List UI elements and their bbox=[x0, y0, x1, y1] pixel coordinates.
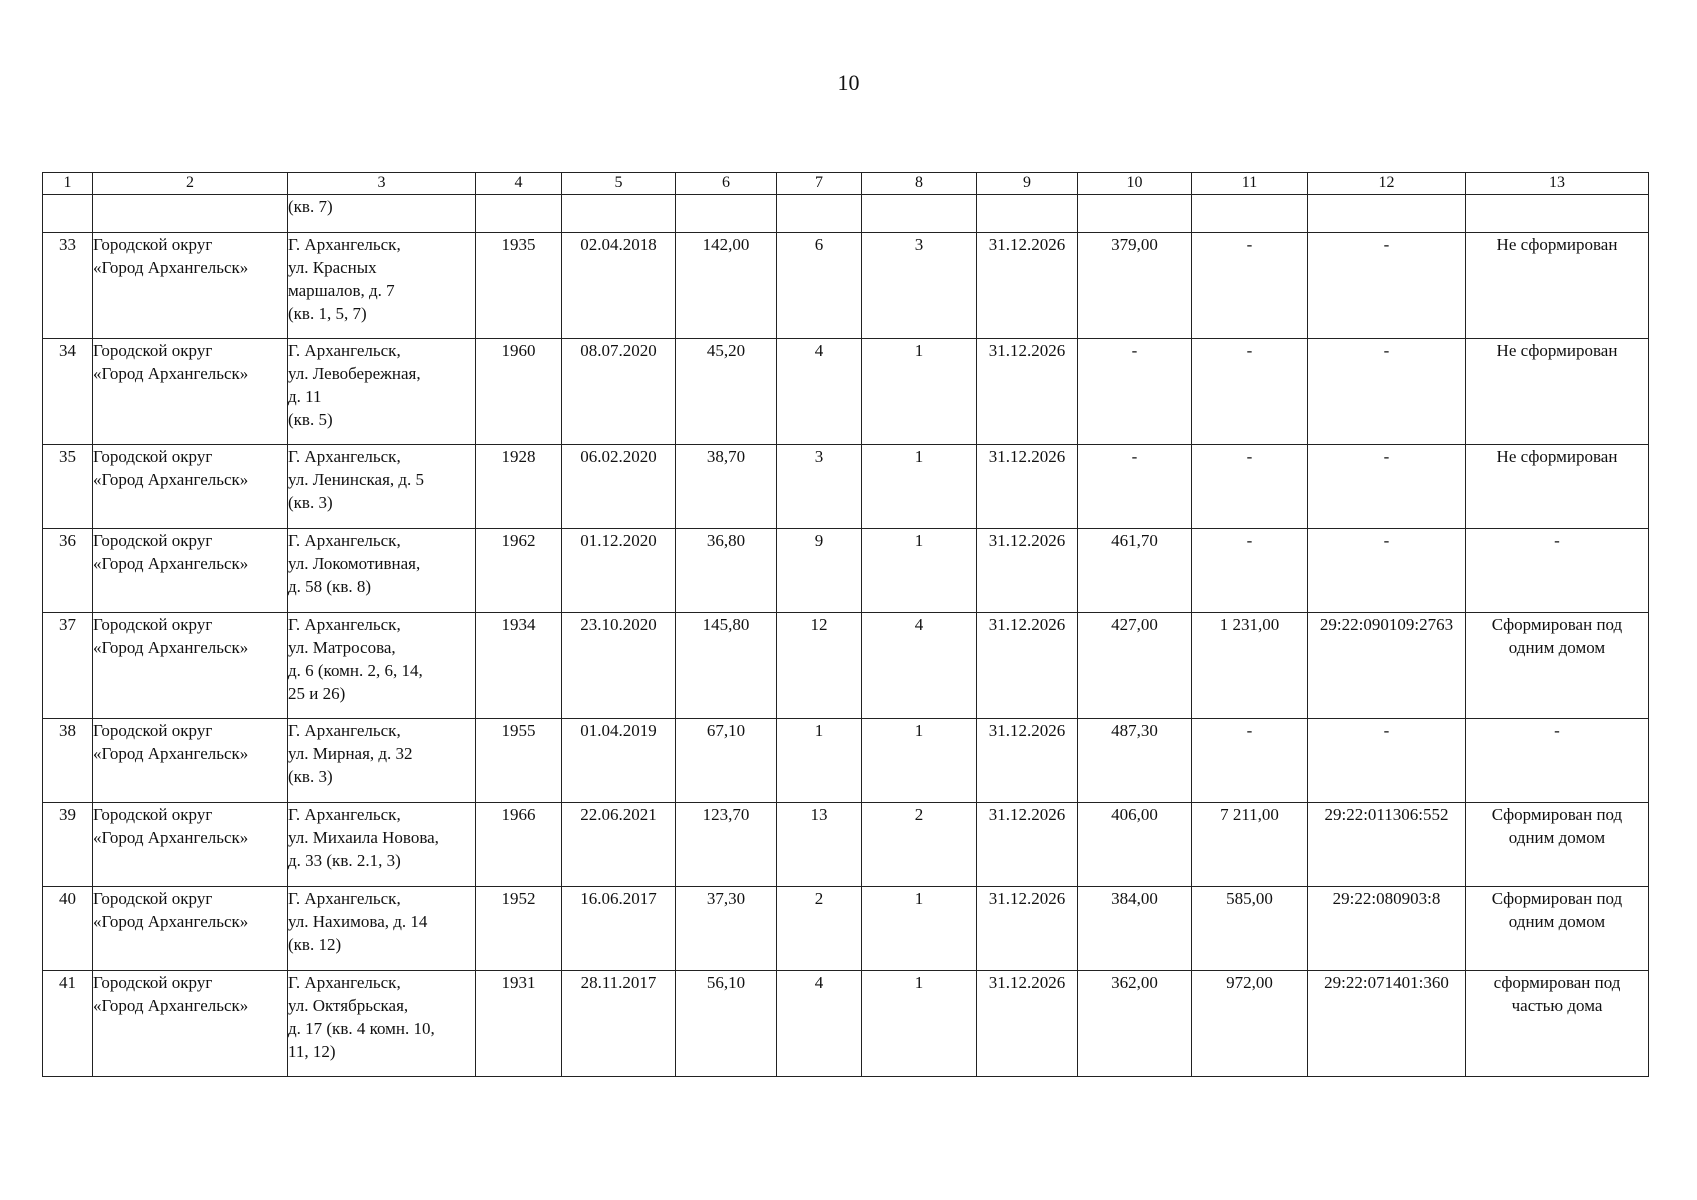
land-status-line: - bbox=[1554, 531, 1560, 550]
address-line: 11, 12) bbox=[288, 1042, 336, 1061]
land-status-line: одним домом bbox=[1508, 912, 1606, 931]
col-7-value-cell: 9 bbox=[777, 529, 862, 613]
municipality-cell bbox=[93, 719, 288, 803]
column-number-6: 6 bbox=[676, 173, 777, 195]
land-status-line: Сформирован под bbox=[1491, 889, 1623, 908]
land-status-cell bbox=[1466, 195, 1649, 233]
area-cell: 38,70 bbox=[676, 445, 777, 529]
column-number-13: 13 bbox=[1466, 173, 1649, 195]
column-number-11: 11 bbox=[1192, 173, 1308, 195]
table-row bbox=[43, 971, 1649, 1077]
col-11-value-cell: 585,00 bbox=[1192, 887, 1308, 971]
deadline-cell: 31.12.2026 bbox=[977, 613, 1078, 719]
land-status-cell bbox=[1466, 339, 1649, 445]
recognition-date-cell: 06.02.2020 bbox=[562, 445, 676, 529]
municipality-line: «Город Архангельск» bbox=[93, 470, 249, 489]
municipality-cell bbox=[93, 195, 288, 233]
col-8-value-cell: 1 bbox=[862, 887, 977, 971]
address-line: маршалов, д. 7 bbox=[288, 281, 395, 300]
municipality-line: Городской округ bbox=[93, 973, 213, 992]
build-year-cell: 1966 bbox=[476, 803, 562, 887]
address-line: ул. Михаила Новова, bbox=[288, 828, 439, 847]
municipality-cell bbox=[93, 613, 288, 719]
address-line: Г. Архангельск, bbox=[288, 973, 401, 992]
address-line: (кв. 1, 5, 7) bbox=[288, 304, 367, 323]
area-cell bbox=[676, 195, 777, 233]
registry-table bbox=[42, 172, 1649, 1077]
address-line: Г. Архангельск, bbox=[288, 235, 401, 254]
deadline-cell bbox=[977, 195, 1078, 233]
cadastral-number-cell: 29:22:080903:8 bbox=[1308, 887, 1466, 971]
col-10-value-cell: 461,70 bbox=[1078, 529, 1192, 613]
col-8-value-cell: 3 bbox=[862, 233, 977, 339]
address-cell bbox=[288, 233, 476, 339]
col-8-value-cell: 4 bbox=[862, 613, 977, 719]
col-7-value-cell: 2 bbox=[777, 887, 862, 971]
address-line: Г. Архангельск, bbox=[288, 889, 401, 908]
area-cell: 45,20 bbox=[676, 339, 777, 445]
column-number-9: 9 bbox=[977, 173, 1078, 195]
land-status-cell bbox=[1466, 613, 1649, 719]
municipality-line: «Город Архангельск» bbox=[93, 744, 249, 763]
land-status-line: одним домом bbox=[1508, 638, 1606, 657]
land-status-cell bbox=[1466, 803, 1649, 887]
address-line: 25 и 26) bbox=[288, 684, 346, 703]
col-7-value-cell bbox=[777, 195, 862, 233]
col-11-value-cell bbox=[1192, 195, 1308, 233]
area-cell: 37,30 bbox=[676, 887, 777, 971]
address-line: (кв. 7) bbox=[288, 197, 333, 216]
col-7-value-cell: 12 bbox=[777, 613, 862, 719]
municipality-cell bbox=[93, 887, 288, 971]
address-line: Г. Архангельск, bbox=[288, 531, 401, 550]
land-status-line: одним домом bbox=[1508, 828, 1606, 847]
col-8-value-cell bbox=[862, 195, 977, 233]
municipality-cell bbox=[93, 445, 288, 529]
municipality-line: Городской округ bbox=[93, 721, 213, 740]
municipality-line: «Город Архангельск» bbox=[93, 912, 249, 931]
column-number-row bbox=[43, 173, 1649, 195]
col-10-value-cell: 427,00 bbox=[1078, 613, 1192, 719]
address-line: ул. Мирная, д. 32 bbox=[288, 744, 413, 763]
municipality-line: Городской округ bbox=[93, 341, 213, 360]
table-row bbox=[43, 233, 1649, 339]
address-line: ул. Левобережная, bbox=[288, 364, 421, 383]
table-row bbox=[43, 529, 1649, 613]
col-7-value-cell: 1 bbox=[777, 719, 862, 803]
col-10-value-cell: 406,00 bbox=[1078, 803, 1192, 887]
col-11-value-cell: - bbox=[1192, 339, 1308, 445]
col-8-value-cell: 1 bbox=[862, 719, 977, 803]
cadastral-number-cell: - bbox=[1308, 339, 1466, 445]
land-status-cell bbox=[1466, 887, 1649, 971]
col-10-value-cell: 384,00 bbox=[1078, 887, 1192, 971]
table-body bbox=[43, 195, 1649, 1077]
cadastral-number-cell: 29:22:011306:552 bbox=[1308, 803, 1466, 887]
column-number-10: 10 bbox=[1078, 173, 1192, 195]
address-cell bbox=[288, 339, 476, 445]
address-line: Г. Архангельск, bbox=[288, 447, 401, 466]
table-row bbox=[43, 719, 1649, 803]
address-cell bbox=[288, 445, 476, 529]
address-cell bbox=[288, 613, 476, 719]
municipality-cell bbox=[93, 233, 288, 339]
build-year-cell: 1962 bbox=[476, 529, 562, 613]
column-number-3: 3 bbox=[288, 173, 476, 195]
address-line: ул. Матросова, bbox=[288, 638, 396, 657]
col-10-value-cell: - bbox=[1078, 339, 1192, 445]
col-11-value-cell: - bbox=[1192, 233, 1308, 339]
row-number-cell: 35 bbox=[43, 445, 93, 529]
deadline-cell: 31.12.2026 bbox=[977, 887, 1078, 971]
col-11-value-cell: - bbox=[1192, 529, 1308, 613]
col-10-value-cell: 379,00 bbox=[1078, 233, 1192, 339]
col-8-value-cell: 1 bbox=[862, 445, 977, 529]
column-number-12: 12 bbox=[1308, 173, 1466, 195]
col-10-value-cell bbox=[1078, 195, 1192, 233]
land-status-cell bbox=[1466, 719, 1649, 803]
address-line: д. 6 (комн. 2, 6, 14, bbox=[288, 661, 423, 680]
col-8-value-cell: 1 bbox=[862, 339, 977, 445]
col-7-value-cell: 13 bbox=[777, 803, 862, 887]
row-number-cell bbox=[43, 195, 93, 233]
municipality-cell bbox=[93, 529, 288, 613]
address-line: Г. Архангельск, bbox=[288, 341, 401, 360]
cadastral-number-cell: - bbox=[1308, 233, 1466, 339]
col-10-value-cell: 487,30 bbox=[1078, 719, 1192, 803]
cadastral-number-cell: - bbox=[1308, 529, 1466, 613]
column-number-2: 2 bbox=[93, 173, 288, 195]
col-8-value-cell: 1 bbox=[862, 971, 977, 1077]
recognition-date-cell: 16.06.2017 bbox=[562, 887, 676, 971]
col-11-value-cell: 1 231,00 bbox=[1192, 613, 1308, 719]
table-row bbox=[43, 339, 1649, 445]
deadline-cell: 31.12.2026 bbox=[977, 719, 1078, 803]
row-number-cell: 34 bbox=[43, 339, 93, 445]
recognition-date-cell: 01.12.2020 bbox=[562, 529, 676, 613]
col-11-value-cell: 972,00 bbox=[1192, 971, 1308, 1077]
municipality-line: Городской округ bbox=[93, 447, 213, 466]
column-number-4: 4 bbox=[476, 173, 562, 195]
table-row bbox=[43, 195, 1649, 233]
build-year-cell: 1955 bbox=[476, 719, 562, 803]
deadline-cell: 31.12.2026 bbox=[977, 339, 1078, 445]
column-number-7: 7 bbox=[777, 173, 862, 195]
municipality-line: Городской округ bbox=[93, 531, 213, 550]
table-row bbox=[43, 803, 1649, 887]
cadastral-number-cell: - bbox=[1308, 445, 1466, 529]
col-11-value-cell: - bbox=[1192, 445, 1308, 529]
col-8-value-cell: 1 bbox=[862, 529, 977, 613]
municipality-cell bbox=[93, 971, 288, 1077]
address-line: (кв. 12) bbox=[288, 935, 342, 954]
deadline-cell: 31.12.2026 bbox=[977, 445, 1078, 529]
area-cell: 145,80 bbox=[676, 613, 777, 719]
recognition-date-cell: 28.11.2017 bbox=[562, 971, 676, 1077]
cadastral-number-cell: - bbox=[1308, 719, 1466, 803]
municipality-line: «Город Архангельск» bbox=[93, 554, 249, 573]
address-cell bbox=[288, 971, 476, 1077]
build-year-cell: 1935 bbox=[476, 233, 562, 339]
municipality-line: «Город Архангельск» bbox=[93, 364, 249, 383]
build-year-cell bbox=[476, 195, 562, 233]
address-line: ул. Октябрьская, bbox=[288, 996, 409, 1015]
address-line: д. 17 (кв. 4 комн. 10, bbox=[288, 1019, 435, 1038]
column-number-8: 8 bbox=[862, 173, 977, 195]
recognition-date-cell bbox=[562, 195, 676, 233]
address-line: ул. Локомотивная, bbox=[288, 554, 421, 573]
address-line: Г. Архангельск, bbox=[288, 615, 401, 634]
col-7-value-cell: 3 bbox=[777, 445, 862, 529]
row-number-cell: 39 bbox=[43, 803, 93, 887]
deadline-cell: 31.12.2026 bbox=[977, 233, 1078, 339]
municipality-line: Городской округ bbox=[93, 805, 213, 824]
land-status-line: частью дома bbox=[1511, 996, 1603, 1015]
address-line: д. 11 bbox=[288, 387, 322, 406]
address-cell bbox=[288, 719, 476, 803]
land-status-line: Не сформирован bbox=[1496, 447, 1618, 466]
land-status-line: - bbox=[1554, 721, 1560, 740]
deadline-cell: 31.12.2026 bbox=[977, 803, 1078, 887]
col-7-value-cell: 4 bbox=[777, 971, 862, 1077]
deadline-cell: 31.12.2026 bbox=[977, 971, 1078, 1077]
col-11-value-cell: 7 211,00 bbox=[1192, 803, 1308, 887]
recognition-date-cell: 23.10.2020 bbox=[562, 613, 676, 719]
recognition-date-cell: 08.07.2020 bbox=[562, 339, 676, 445]
address-line: Г. Архангельск, bbox=[288, 805, 401, 824]
municipality-line: «Город Архангельск» bbox=[93, 638, 249, 657]
address-line: Г. Архангельск, bbox=[288, 721, 401, 740]
address-line: (кв. 3) bbox=[288, 767, 333, 786]
address-line: ул. Нахимова, д. 14 bbox=[288, 912, 428, 931]
row-number-cell: 36 bbox=[43, 529, 93, 613]
table-row bbox=[43, 887, 1649, 971]
area-cell: 123,70 bbox=[676, 803, 777, 887]
recognition-date-cell: 02.04.2018 bbox=[562, 233, 676, 339]
municipality-cell bbox=[93, 339, 288, 445]
land-status-line: Сформирован под bbox=[1491, 805, 1623, 824]
land-status-cell bbox=[1466, 529, 1649, 613]
address-line: ул. Красных bbox=[288, 258, 377, 277]
row-number-cell: 37 bbox=[43, 613, 93, 719]
area-cell: 56,10 bbox=[676, 971, 777, 1077]
column-number-1: 1 bbox=[43, 173, 93, 195]
land-status-line: сформирован под bbox=[1493, 973, 1621, 992]
address-line: д. 58 (кв. 8) bbox=[288, 577, 372, 596]
land-status-line: Не сформирован bbox=[1496, 341, 1618, 360]
col-11-value-cell: - bbox=[1192, 719, 1308, 803]
cadastral-number-cell: 29:22:090109:2763 bbox=[1308, 613, 1466, 719]
build-year-cell: 1934 bbox=[476, 613, 562, 719]
row-number-cell: 41 bbox=[43, 971, 93, 1077]
land-status-cell bbox=[1466, 445, 1649, 529]
municipality-line: Городской округ bbox=[93, 889, 213, 908]
col-8-value-cell: 2 bbox=[862, 803, 977, 887]
municipality-cell bbox=[93, 803, 288, 887]
address-line: д. 33 (кв. 2.1, 3) bbox=[288, 851, 401, 870]
address-cell bbox=[288, 887, 476, 971]
land-status-cell bbox=[1466, 971, 1649, 1077]
area-cell: 36,80 bbox=[676, 529, 777, 613]
land-status-line: Не сформирован bbox=[1496, 235, 1618, 254]
address-cell bbox=[288, 529, 476, 613]
area-cell: 67,10 bbox=[676, 719, 777, 803]
build-year-cell: 1928 bbox=[476, 445, 562, 529]
col-10-value-cell: 362,00 bbox=[1078, 971, 1192, 1077]
cadastral-number-cell: 29:22:071401:360 bbox=[1308, 971, 1466, 1077]
page-number: 10 bbox=[837, 70, 860, 95]
build-year-cell: 1960 bbox=[476, 339, 562, 445]
municipality-line: «Город Архангельск» bbox=[93, 828, 249, 847]
area-cell: 142,00 bbox=[676, 233, 777, 339]
column-number-5: 5 bbox=[562, 173, 676, 195]
municipality-line: «Город Архангельск» bbox=[93, 996, 249, 1015]
municipality-line: Городской округ bbox=[93, 615, 213, 634]
table-row bbox=[43, 613, 1649, 719]
col-10-value-cell: - bbox=[1078, 445, 1192, 529]
address-line: (кв. 3) bbox=[288, 493, 333, 512]
address-cell bbox=[288, 803, 476, 887]
address-line: (кв. 5) bbox=[288, 410, 333, 429]
row-number-cell: 33 bbox=[43, 233, 93, 339]
col-7-value-cell: 4 bbox=[777, 339, 862, 445]
recognition-date-cell: 22.06.2021 bbox=[562, 803, 676, 887]
municipality-line: «Город Архангельск» bbox=[93, 258, 249, 277]
land-status-line: Сформирован под bbox=[1491, 615, 1623, 634]
address-line: ул. Ленинская, д. 5 bbox=[288, 470, 425, 489]
cadastral-number-cell bbox=[1308, 195, 1466, 233]
deadline-cell: 31.12.2026 bbox=[977, 529, 1078, 613]
col-7-value-cell: 6 bbox=[777, 233, 862, 339]
table-row bbox=[43, 445, 1649, 529]
row-number-cell: 38 bbox=[43, 719, 93, 803]
address-cell bbox=[288, 195, 476, 233]
recognition-date-cell: 01.04.2019 bbox=[562, 719, 676, 803]
build-year-cell: 1952 bbox=[476, 887, 562, 971]
municipality-line: Городской округ bbox=[93, 235, 213, 254]
row-number-cell: 40 bbox=[43, 887, 93, 971]
land-status-cell bbox=[1466, 233, 1649, 339]
build-year-cell: 1931 bbox=[476, 971, 562, 1077]
